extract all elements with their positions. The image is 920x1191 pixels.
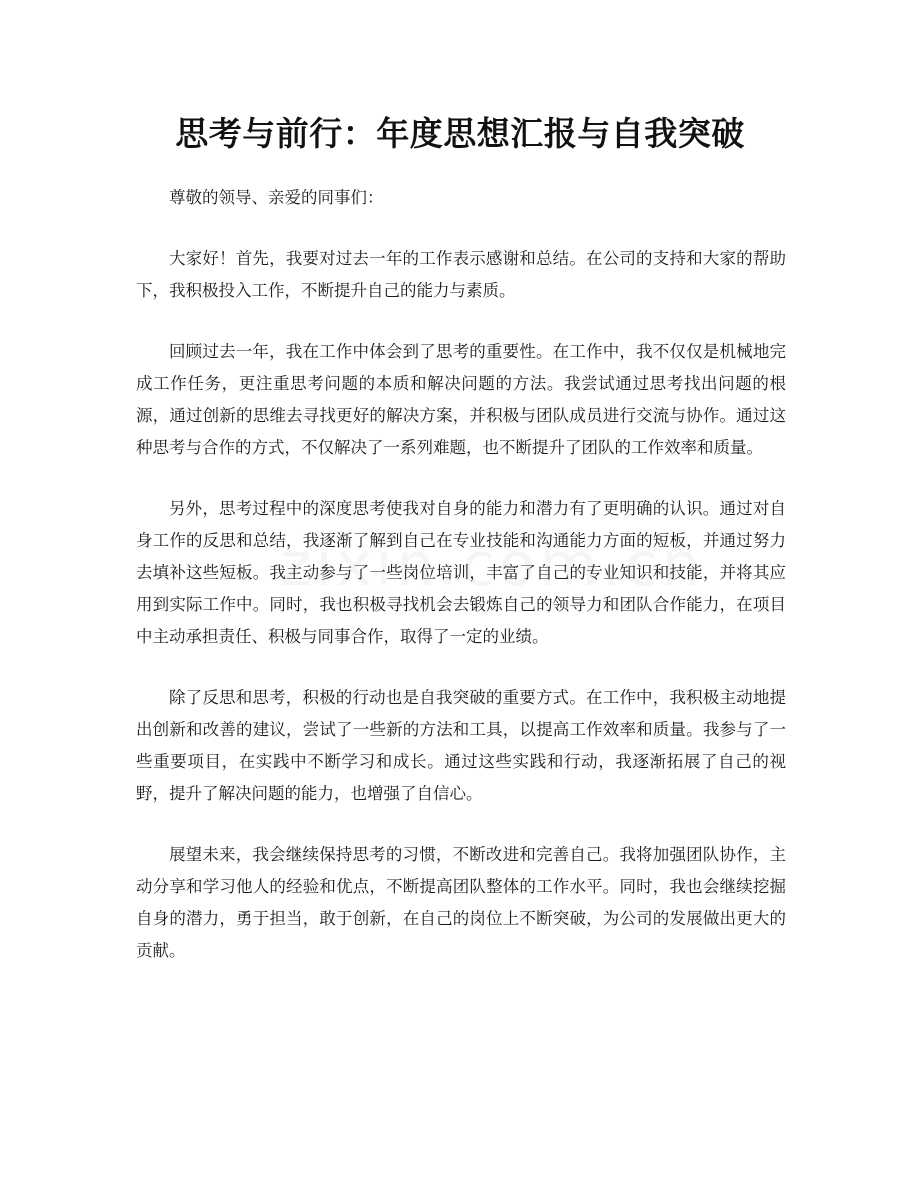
- paragraph-greeting: 大家好！首先，我要对过去一年的工作表示感谢和总结。在公司的支持和大家的帮助下，我积极投入工作，不断提升自己的能力与素质。: [136, 249, 786, 300]
- paragraph-review: 回顾过去一年，我在工作中体会到了思考的重要性。在工作中，我不仅仅是机械地完成工作任务，更注重思考问题的本质和解决问题的方法。我尝试通过思考找出问题的根源，通过创新的思维去寻找更好的解决方案，并积极与团队成员进行交流与协作。通过这种思考与合作的方式，不仅解决了一系列难题，也不断提升了团队的工作效率和质量。: [136, 342, 786, 457]
- paragraph-outlook: 展望未来，我会继续保持思考的习惯，不断改进和完善自己。我将加强团队协作，主动分享和学习他人的经验和优点，不断提高团队整体的工作水平。同时，我也会继续挖掘自身的潜力，勇于担当，敢于创新，在自己的岗位上不断突破，为公司的发展做出更大的贡献。: [136, 845, 786, 960]
- salutation: 尊敬的领导、亲爱的同事们：: [169, 188, 384, 207]
- document-body: [136, 182, 786, 996]
- paragraph-reflection: 另外，思考过程中的深度思考使我对自身的能力和潜力有了更明确的认识。通过对自身工作的反思和总结，我逐渐了解到自己在专业技能和沟通能力方面的短板，并通过努力去填补这些短板。我主动参与了一些岗位培训，丰富了自己的专业知识和技能，并将其应用到实际工作中。同时，我也积极寻找机会去锻炼自己的领导力和团队合作能力，在项目中主动承担责任、积极与同事合作，取得了一定的业绩。: [136, 499, 786, 646]
- paragraph-action: 除了反思和思考，积极的行动也是自我突破的重要方式。在工作中，我积极主动地提出创新和改善的建议，尝试了一些新的方法和工具，以提高工作效率和质量。我参与了一些重要项目，在实践中不断学习和成长。通过这些实践和行动，我逐渐拓展了自己的视野，提升了解决问题的能力，也增强了自信心。: [136, 688, 786, 803]
- document-title: 思考与前行：年度思想汇报与自我突破: [175, 114, 745, 153]
